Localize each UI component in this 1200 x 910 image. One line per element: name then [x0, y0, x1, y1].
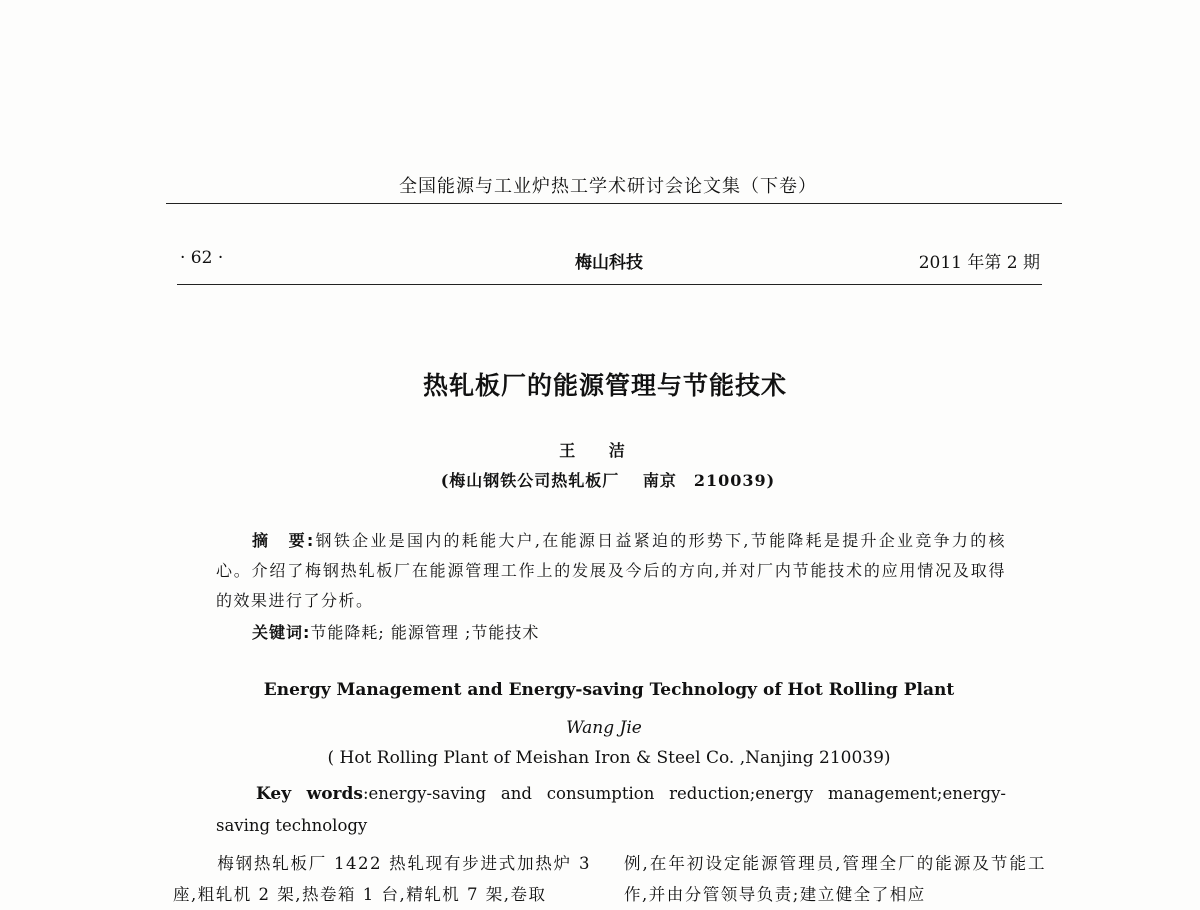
affiliation-cn: (梅山钢铁公司热轧板厂 南京 210039) — [440, 471, 776, 490]
keywords-en — [216, 778, 1006, 841]
keywords-text: 节能降耗; 能源管理 ;节能技术 — [310, 623, 540, 642]
page-number: · 62 · — [180, 248, 224, 268]
body-left-text: 梅钢热轧板厂 1422 热轧现有步进式加热炉 3 座,粗轧机 2 架,热卷箱 1 台,精轧机 7 架,卷取 — [173, 854, 591, 904]
body-column-left — [173, 848, 591, 910]
body-right-text: 例,在年初设定能源管理员,管理全厂的能源及节能工作,并由分管领导负责;建立健全了相应 — [624, 854, 1046, 904]
proceedings-title: 全国能源与工业炉热工学术研讨会论文集（下卷） — [399, 176, 817, 197]
author-cn: 王 洁 — [559, 441, 639, 460]
keywords-label: 关键词: — [252, 623, 311, 642]
article-title-en: Energy Management and Energy-saving Technology of Hot Rolling Plant — [263, 680, 955, 700]
author-en: Wang Jie — [566, 718, 642, 738]
journal-issue: 2011 年第 2 期 — [918, 253, 1040, 273]
keywords-cn — [252, 620, 539, 643]
header-rule-bottom — [177, 284, 1042, 285]
abstract-text: 钢铁企业是国内的耗能大户,在能源日益紧迫的形势下,节能降耗是提升企业竞争力的核心。介绍了梅钢热轧板厂在能源管理工作上的发展及今后的方向,并对厂内节能技术的应用情况及取得的效果进行了分析。 — [216, 531, 1006, 610]
journal-name: 梅山科技 — [575, 253, 643, 273]
keywords-en-text: :energy-saving and consumption reduction;energy management;energy-saving technology — [216, 784, 1006, 835]
abstract-label: 摘 要: — [252, 531, 315, 550]
abstract-cn — [216, 526, 1006, 616]
keywords-en-label: Key words — [256, 784, 363, 804]
body-column-right — [624, 848, 1046, 910]
article-title-cn: 热轧板厂的能源管理与节能技术 — [422, 371, 787, 400]
affiliation-en: ( Hot Rolling Plant of Meishan Iron & Steel Co. ,Nanjing 210039) — [327, 748, 891, 768]
header-rule-top — [166, 203, 1062, 204]
